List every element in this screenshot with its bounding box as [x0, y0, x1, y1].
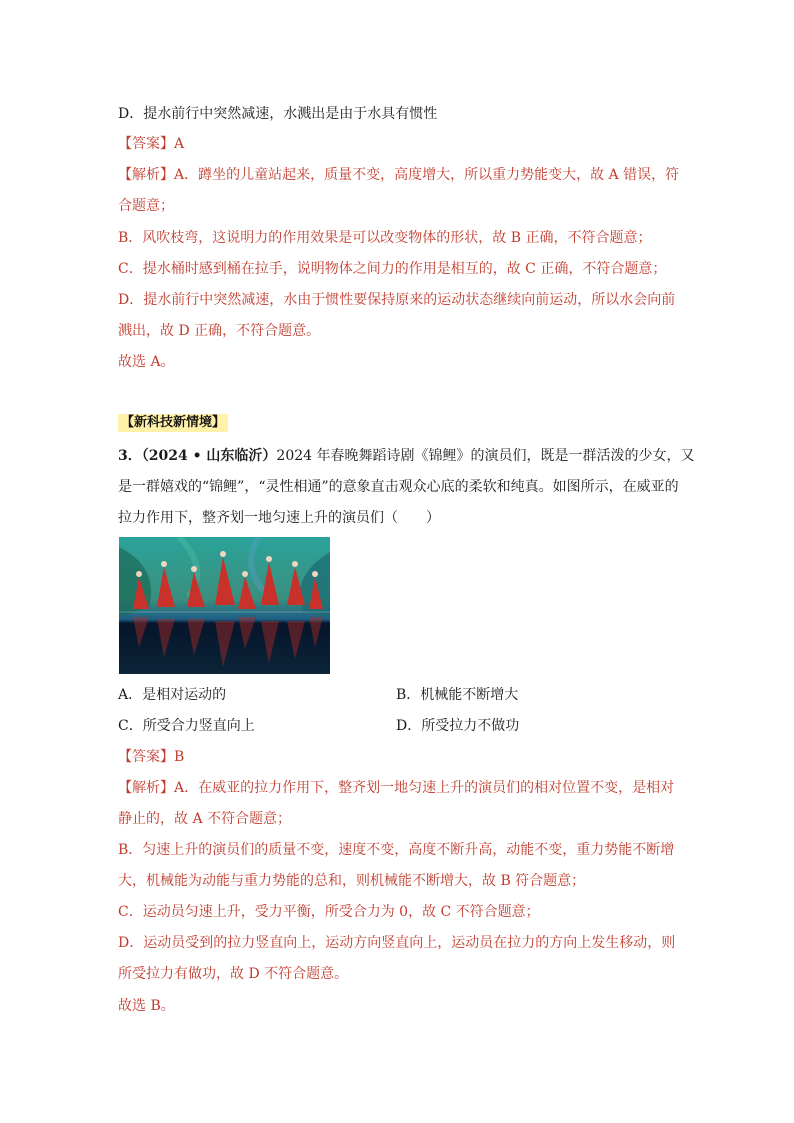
- q3-analysis-line-5: C．运动员匀速上升，受力平衡，所受合力为 0，故 C 不符合题意；: [118, 904, 540, 920]
- dancers-illustration: [119, 537, 330, 674]
- q3-analysis-line-2: 静止的，故 A 不符合题意；: [118, 811, 292, 827]
- q2-option-d: D．提水前行中突然减速，水溅出是由于水具有惯性: [118, 106, 438, 122]
- q3-stem-text: 2024 年春晚舞蹈诗剧《锦鲤》的演员们，既是一群活泼的少女，又: [276, 448, 695, 464]
- q3-analysis-label: 【解析】: [118, 780, 174, 796]
- q2-conclusion: 故选 A。: [118, 354, 175, 370]
- q3-stem-line-2: 是一群嬉戏的“锦鲤”，“灵性相通”的意象直击观众心底的柔软和纯真。如图所示，在威亚的: [118, 479, 679, 495]
- q2-answer-label: 【答案】: [118, 136, 174, 152]
- q3-answer-value: B: [174, 749, 185, 765]
- q3-answer: [118, 747, 184, 767]
- q3-source: （2024 • 山东临沂）: [141, 448, 277, 464]
- q3-option-b: B．机械能不断增大: [396, 687, 519, 703]
- q3-answer-label: 【答案】: [118, 749, 174, 765]
- q3-stem-line-1: [118, 446, 695, 466]
- q2-analysis-line-4: C．提水桶时感到桶在拉手，说明物体之间力的作用是相互的，故 C 正确，不符合题意；: [118, 261, 667, 277]
- q3-analysis-line-3: B．匀速上升的演员们的质量不变，速度不变，高度不断升高，动能不变，重力势能不断增: [118, 842, 675, 858]
- q2-analysis-line-1: [118, 165, 679, 185]
- q3-option-a: A．是相对运动的: [118, 687, 227, 703]
- q3-analysis-line-1: [118, 778, 674, 798]
- q3-option-d: D．所受拉力不做功: [396, 718, 520, 734]
- q2-analysis-line-2: 合题意；: [118, 198, 174, 214]
- q3-stem-line-3: 拉力作用下，整齐划一地匀速上升的演员们（ ）: [118, 510, 440, 526]
- q2-answer-value: A: [174, 136, 185, 152]
- q3-analysis-line-4: 大，机械能为动能与重力势能的总和，则机械能不断增大，故 B 符合题意；: [118, 873, 586, 889]
- q3-option-c: C．所受合力竖直向上: [118, 718, 255, 734]
- q2-analysis-line-3: B．风吹枝弯，这说明力的作用效果是可以改变物体的形状，故 B 正确，不符合题意；: [118, 230, 652, 246]
- section-tag: 【新科技新情境】: [118, 414, 228, 432]
- q2-answer: [118, 134, 184, 154]
- dancers-photo: [119, 537, 330, 674]
- q2-analysis-line-5: D．提水前行中突然减速，水由于惯性要保持原来的运动状态继续向前运动，所以水会向前: [118, 292, 676, 308]
- q2-analysis-line-6: 溅出，故 D 正确，不符合题意。: [118, 323, 321, 339]
- q3-analysis-text: A．在威亚的拉力作用下，整齐划一地匀速上升的演员们的相对位置不变，是相对: [174, 780, 675, 796]
- q2-analysis-label: 【解析】: [118, 167, 174, 183]
- q3-analysis-line-7: 所受拉力有做功，故 D 不符合题意。: [118, 966, 349, 982]
- q3-conclusion: 故选 B。: [118, 998, 175, 1014]
- q3-number: 3．: [118, 448, 142, 464]
- q2-analysis-text: A．蹲坐的儿童站起来，质量不变，高度增大，所以重力势能变大，故 A 错误，符: [174, 167, 680, 183]
- q3-analysis-line-6: D．运动员受到的拉力竖直向上，运动方向竖直向上，运动员在拉力的方向上发生移动，则: [118, 935, 676, 951]
